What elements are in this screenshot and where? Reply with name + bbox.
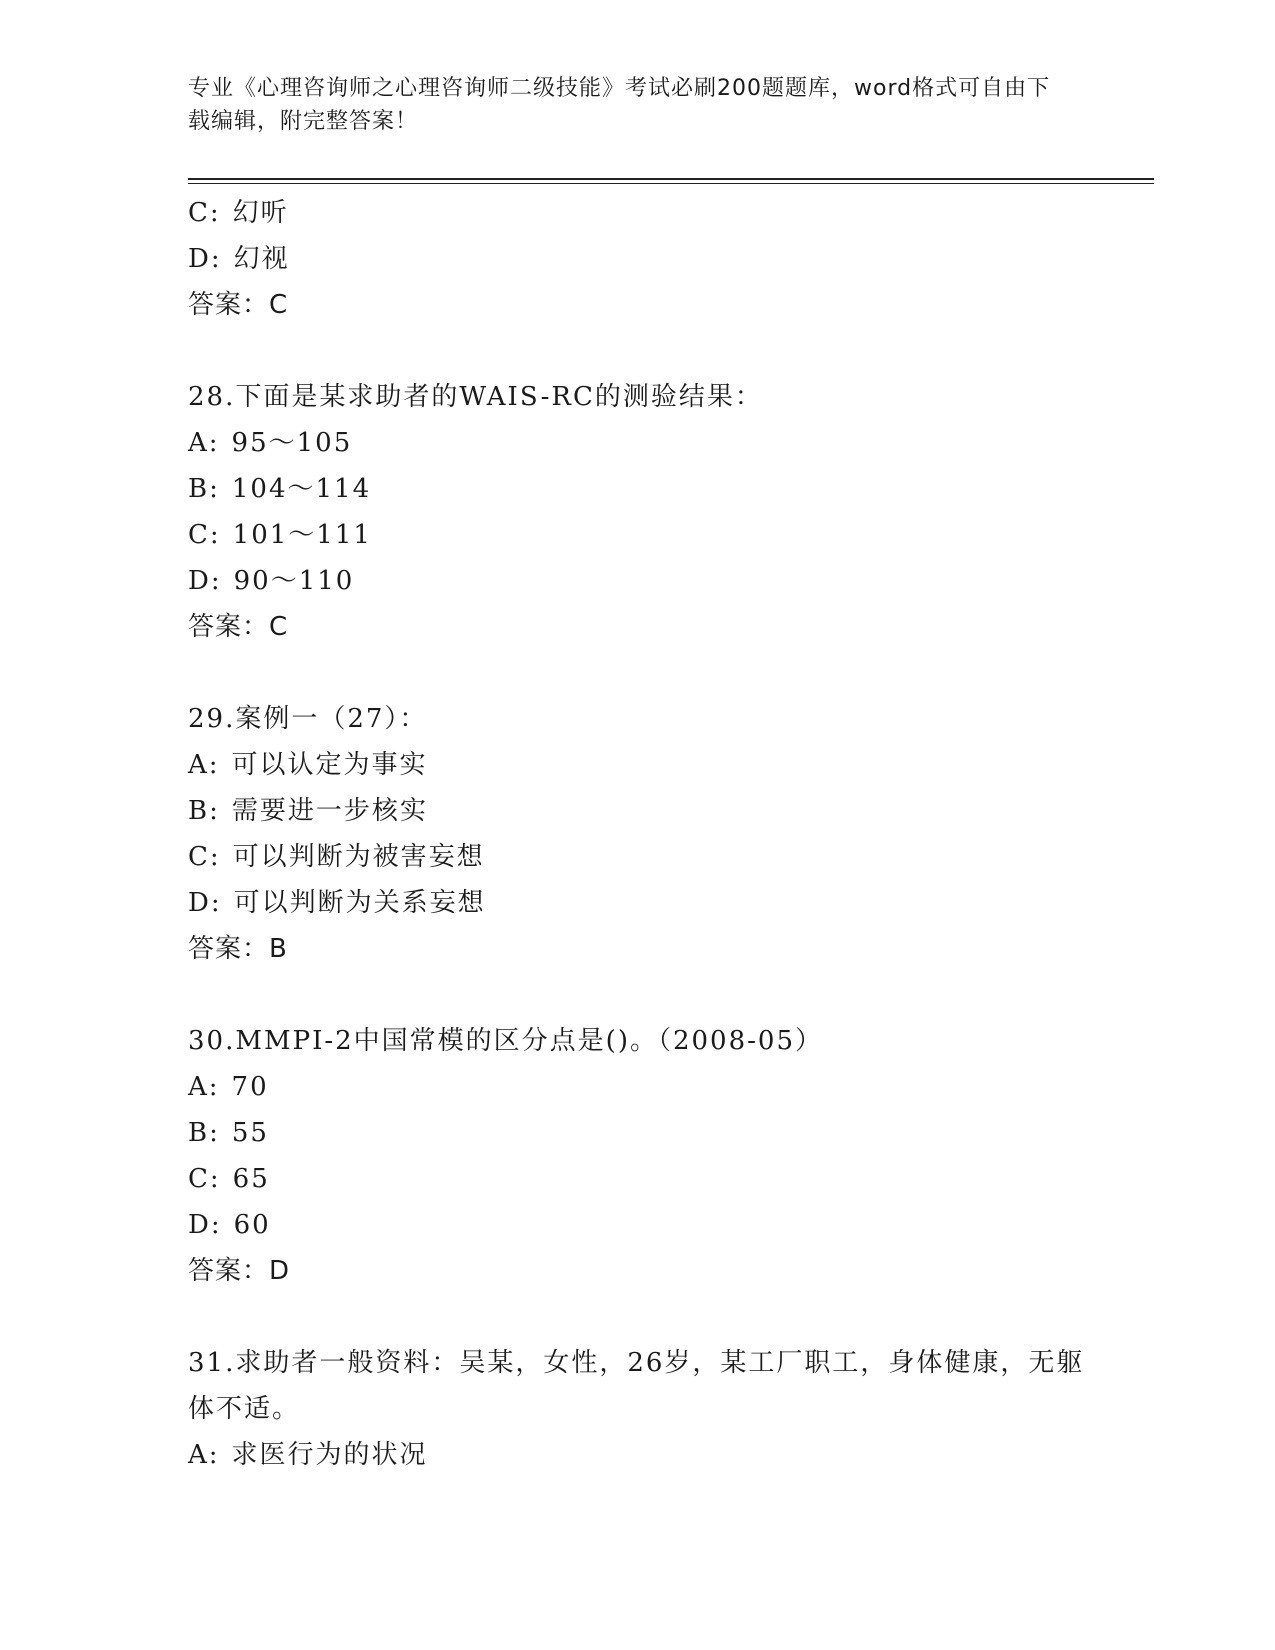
answer-line: 答案：D [188, 1256, 291, 1286]
question-list [188, 190, 1088, 1478]
header-divider-thick [188, 178, 1154, 180]
document-header [188, 72, 1068, 138]
header-divider-thin [188, 183, 1154, 184]
option-b: B: 104～114 [188, 474, 372, 504]
option-c: C: 幻听 [188, 198, 289, 228]
option-d: D: 幻视 [188, 244, 290, 274]
option-c: C: 可以判断为被害妄想 [188, 842, 485, 872]
header-title: 专业《心理咨询师之心理咨询师二级技能》考试必刷200题题库，word格式可自由下载编辑，附完整答案！ [188, 76, 1051, 134]
option-d: D: 可以判断为关系妄想 [188, 888, 486, 918]
question-30-stem: 30.MMPI-2中国常模的区分点是()。（2008-05） [188, 1026, 824, 1056]
question-29-stem: 29.案例一（27）： [188, 704, 428, 734]
option-d: D: 90～110 [188, 566, 355, 596]
option-c: C: 65 [188, 1164, 270, 1194]
option-a: A: 95～105 [188, 428, 353, 458]
option-c: C: 101～111 [188, 520, 372, 550]
answer-line: 答案：C [188, 290, 289, 320]
option-d: D: 60 [188, 1210, 271, 1240]
answer-line: 答案：B [188, 934, 288, 964]
option-a: A: 可以认定为事实 [188, 750, 428, 780]
question-28-stem: 28.下面是某求助者的WAIS-RC的测验结果： [188, 382, 763, 412]
answer-line: 答案：C [188, 612, 289, 642]
option-a: A: 70 [188, 1072, 269, 1102]
option-a: A: 求医行为的状况 [188, 1440, 428, 1470]
question-31-stem: 31.求助者一般资料：吴某，女性，26岁，某工厂职工，身体健康，无躯体不适。 [188, 1348, 1085, 1424]
option-b: B: 55 [188, 1118, 269, 1148]
option-b: B: 需要进一步核实 [188, 796, 428, 826]
